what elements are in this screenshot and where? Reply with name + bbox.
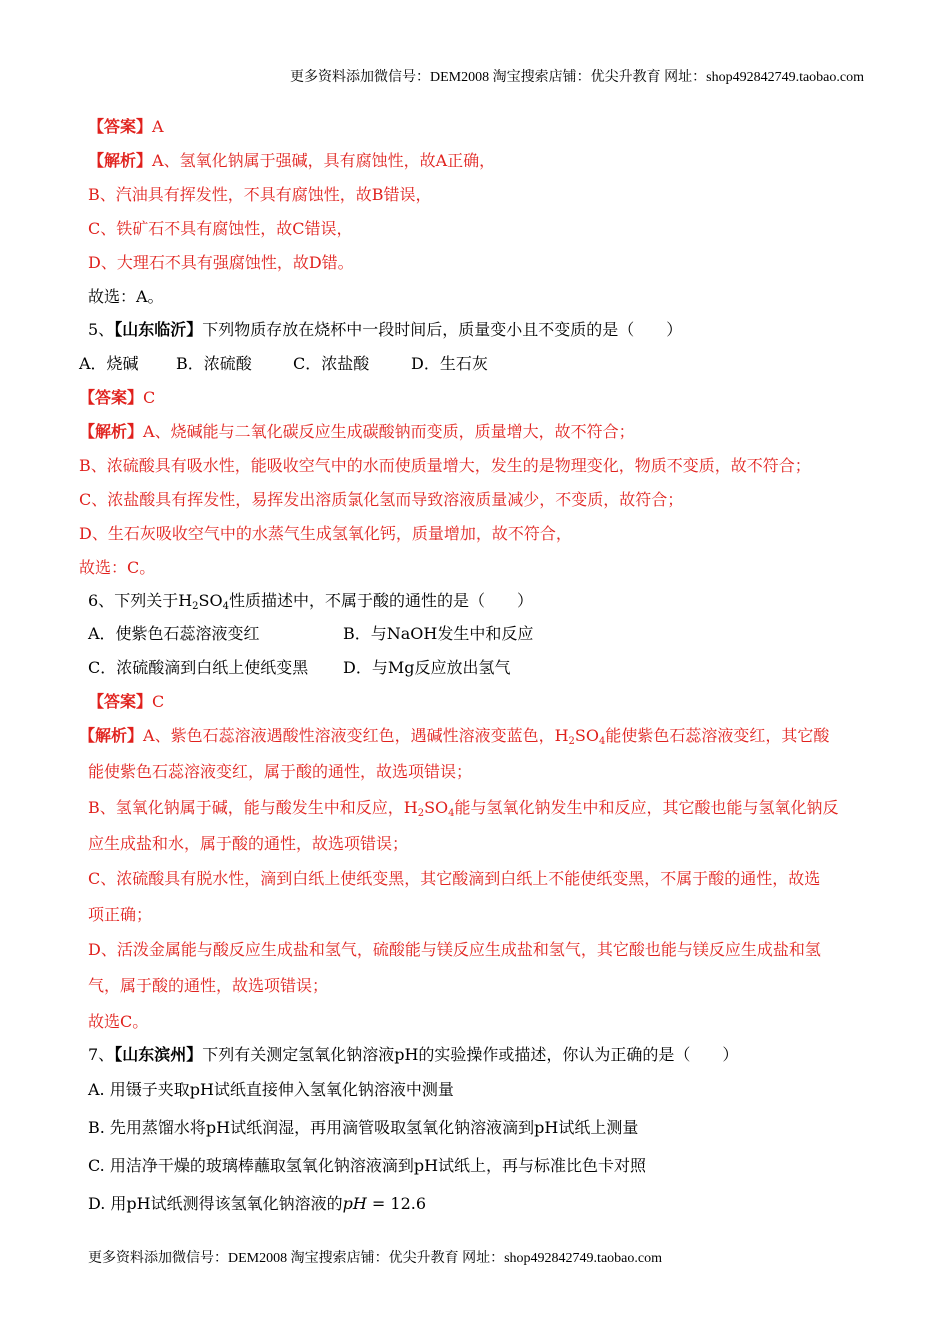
subscript: 2 xyxy=(192,601,199,612)
q5-option-c: C．浓盐酸 xyxy=(293,354,370,373)
formula-text: SO xyxy=(424,798,449,817)
answer-value: C xyxy=(143,388,156,407)
analysis-text: 能与氢氧化钠发生中和反应，其它酸也能与氢氧化钠反 xyxy=(454,798,839,817)
subscript: 4 xyxy=(598,736,606,747)
q4-answer-line xyxy=(88,116,164,138)
subscript: 4 xyxy=(448,808,455,819)
question-text: 下列物质存放在烧杯中一段时间后，质量变小且不变质的是（ ） xyxy=(202,320,683,339)
analysis-text: A、氢氧化钠属于强碱，具有腐蚀性，故A正确， xyxy=(152,151,496,170)
q4-analysis-c: C、铁矿石不具有腐蚀性，故C错误， xyxy=(88,219,353,238)
answer-value: A xyxy=(152,117,164,136)
q6-analysis-d2: 气，属于酸的通性，故选项错误； xyxy=(88,976,329,995)
subscript: 2 xyxy=(568,736,575,747)
analysis-text: B、氢氧化钠属于碱，能与酸发生中和反应，H xyxy=(88,798,418,817)
page-header: 更多资料添加微信号：DEM2008 淘宝搜索店铺：优尖升教育 网址：shop492842749.taobao.com xyxy=(290,70,864,85)
q7-option-b: B. 先用蒸馏水将pH试纸润湿，再用滴管吸取氢氧化钠溶液滴到pH试纸上测量 xyxy=(88,1118,639,1137)
q4-conclusion: 故选：A。 xyxy=(88,287,164,306)
q6-stem xyxy=(88,590,533,618)
q5-analysis-c: C、浓盐酸具有挥发性，易挥发出溶质氯化氢而导致溶液质量减少，不变质，故符合； xyxy=(79,490,684,509)
q5-option-b: B．浓硫酸 xyxy=(176,354,252,373)
answer-value: C xyxy=(152,692,165,711)
page-footer: 更多资料添加微信号：DEM2008 淘宝搜索店铺：优尖升教育 网址：shop492842749.taobao.com xyxy=(88,1251,662,1266)
q6-analysis-d1: D、活泼金属能与酸反应生成盐和氢气，硫酸能与镁反应生成盐和氢气，其它酸也能与镁反应生成盐和氢 xyxy=(88,940,821,959)
q6-option-c: C．浓硫酸滴到白纸上使纸变黑 xyxy=(88,658,309,677)
question-text: 下列有关测定氢氧化钠溶液pH的实验操作或描述，你认为正确的是（ ） xyxy=(202,1045,739,1064)
q7-stem xyxy=(88,1044,738,1066)
question-number: 5、 xyxy=(88,320,115,339)
subscript: 2 xyxy=(417,808,425,819)
q5-answer-line xyxy=(79,387,155,409)
analysis-tag: 【解析】 xyxy=(79,726,144,745)
q5-option-a: A．烧碱 xyxy=(79,354,139,373)
q6-analysis-c2: 项正确； xyxy=(88,905,153,924)
q4-analysis-b: B、汽油具有挥发性，不具有腐蚀性，故B错误， xyxy=(88,185,432,204)
q4-analysis-a xyxy=(88,150,495,172)
question-text: 性质描述中，不属于酸的通性的是（ ） xyxy=(228,591,533,610)
ph-equation xyxy=(343,1194,426,1213)
answer-tag: 【答案】 xyxy=(88,117,153,136)
q7-option-d xyxy=(88,1193,426,1215)
question-source: 【山东滨州】 xyxy=(114,1045,203,1064)
q6-option-b: B．与NaOH发生中和反应 xyxy=(343,624,534,643)
formula-text: SO xyxy=(574,726,599,745)
q5-analysis-a xyxy=(79,421,635,443)
analysis-tag: 【解析】 xyxy=(79,422,144,441)
analysis-text: 能使紫色石蕊溶液变红，其它酸 xyxy=(605,726,830,745)
analysis-tag: 【解析】 xyxy=(88,151,153,170)
q5-analysis-b: B、浓硫酸具有吸水性，能吸收空气中的水而使质量增大，发生的是物理变化，物质不变质，故不符合； xyxy=(79,456,811,475)
question-source: 【山东临沂】 xyxy=(114,320,203,339)
q4-analysis-d: D、大理石不具有强腐蚀性，故D错。 xyxy=(88,253,354,272)
q5-stem xyxy=(88,319,682,341)
q6-conclusion: 故选C。 xyxy=(88,1012,149,1031)
question-number: 7、 xyxy=(88,1045,115,1064)
q7-option-c: C. 用洁净干燥的玻璃棒蘸取氢氧化钠溶液滴到pH试纸上，再与标准比色卡对照 xyxy=(88,1156,647,1175)
math-value: 12.6 xyxy=(390,1194,427,1213)
q6-analysis-b2: 应生成盐和水，属于酸的通性，故选项错误； xyxy=(88,834,409,853)
q6-analysis-b1 xyxy=(88,797,839,825)
subscript: 4 xyxy=(222,601,229,612)
q6-option-d: D．与Mg反应放出氢气 xyxy=(343,658,511,677)
q6-analysis-a1 xyxy=(79,725,829,753)
question-number: 6、 xyxy=(88,591,115,610)
q6-analysis-c1: C、浓硫酸具有脱水性，滴到白纸上使纸变黑，其它酸滴到白纸上不能使纸变黑，不属于酸的通性，故选 xyxy=(88,869,821,888)
math-variable: pH xyxy=(342,1194,367,1213)
q6-analysis-a2: 能使紫色石蕊溶液变红，属于酸的通性，故选项错误； xyxy=(88,762,473,781)
math-equals: = xyxy=(366,1194,391,1213)
q7-option-a: A. 用镊子夹取pH试纸直接伸入氢氧化钠溶液中测量 xyxy=(88,1080,454,1099)
q5-conclusion: 故选：C。 xyxy=(79,558,156,577)
q5-option-d: D．生石灰 xyxy=(411,354,488,373)
question-text: 下列关于H xyxy=(114,591,193,610)
q6-option-a: A．使紫色石蕊溶液变红 xyxy=(88,624,260,643)
answer-tag: 【答案】 xyxy=(88,692,153,711)
formula-text: SO xyxy=(198,591,223,610)
q5-analysis-d: D、生石灰吸收空气中的水蒸气生成氢氧化钙，质量增加，故不符合， xyxy=(79,524,572,543)
option-text: D. 用pH试纸测得该氢氧化钠溶液的 xyxy=(88,1194,343,1213)
analysis-text: A、烧碱能与二氧化碳反应生成碳酸钠而变质，质量增大，故不符合； xyxy=(143,422,635,441)
answer-tag: 【答案】 xyxy=(79,388,144,407)
q6-answer-line xyxy=(88,691,164,713)
analysis-text: A、紫色石蕊溶液遇酸性溶液变红色，遇碱性溶液变蓝色，H xyxy=(143,726,569,745)
